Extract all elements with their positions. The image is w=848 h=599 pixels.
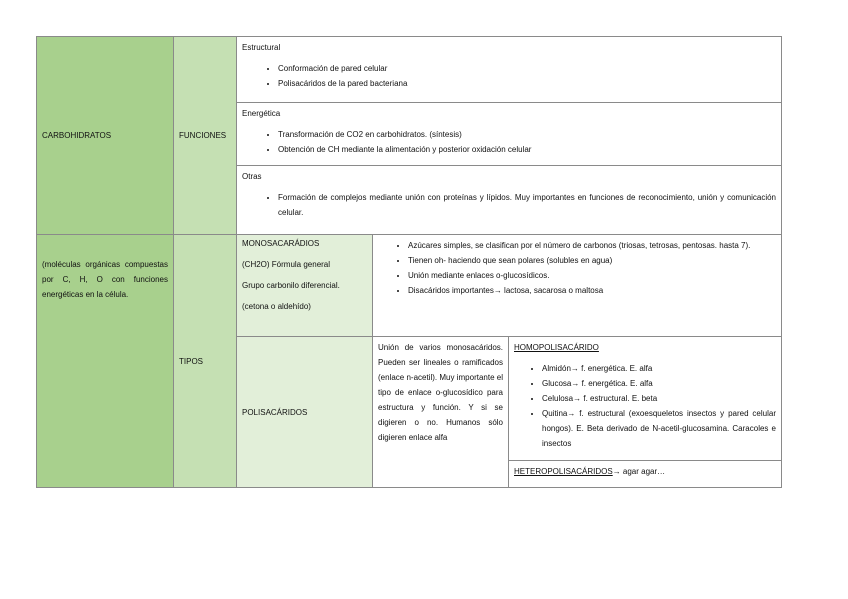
energetica-cell (236, 102, 782, 166)
carbohidratos-title: CARBOHIDRATOS (42, 131, 112, 140)
carbohidratos-title-cell (36, 36, 174, 235)
monosacaridos-details-cell (372, 234, 782, 337)
tipos-label: TIPOS (179, 356, 204, 366)
otras-heading: Otras (242, 172, 262, 181)
monosacaridos-line: (cetona o aldehído) (242, 302, 311, 311)
funciones-label: FUNCIONES (179, 131, 227, 140)
heteropolisacarido-cell (508, 460, 782, 488)
carbohidratos-description: (moléculas orgánicas compuestas por C, H, O con funciones energéticas en la célula. (42, 260, 168, 299)
polisacaridos-label-cell (236, 336, 373, 488)
list-item: • Unión mediante enlaces o-glucosídicos. (408, 268, 776, 283)
list-item: • Glucosa→ f. energética. E. alfa (542, 376, 776, 391)
estructural-cell (236, 36, 782, 103)
list-item: • Conformación de pared celular (278, 61, 776, 76)
polisacaridos-label: POLISACÁRIDOS (242, 407, 308, 417)
homopolisacarido-heading: HOMOPOLISACÁRIDO (514, 343, 599, 352)
list-item: • Celulosa→ f. estructural. E. beta (542, 391, 776, 406)
monosacaridos-line: (CH2O) Fórmula general (242, 260, 331, 269)
estructural-heading: Estructural (242, 43, 281, 52)
tipos-label-cell (173, 234, 237, 488)
list-item: • Transformación de CO2 en carbohidratos. (síntesis) (278, 127, 776, 142)
polisacaridos-description-cell (372, 336, 509, 488)
list-item: • Azúcares simples, se clasifican por el número de carbonos (triosas, tetrosas, pentosas. hasta 7). (408, 238, 776, 253)
monosacaridos-line: Grupo carbonilo diferencial. (242, 281, 340, 290)
homopolisacarido-cell (508, 336, 782, 461)
monosacaridos-label: MONOSACARÁDIOS (242, 239, 320, 248)
heteropolisacarido-heading: HETEROPOLISACÁRIDOS (514, 467, 613, 476)
heteropolisacarido-text: → agar agar… (612, 467, 666, 476)
list-item: • Quitina→ f. estructural (exoesqueletos insectos y pared celular hongos). E. Beta derivado de N-acetil-glucosamina. Caracoles e insectos (542, 406, 776, 451)
list-item: • Formación de complejos mediante unión con proteínas y lípidos. Muy importantes en funciones de reconocimiento, unión y comunicación celular. (278, 190, 776, 220)
carbohidratos-description-cell (36, 234, 174, 488)
monosacaridos-label-cell (236, 234, 373, 337)
list-item: • Obtención de CH mediante la alimentación y posterior oxidación celular (278, 142, 776, 157)
otras-cell (236, 165, 782, 235)
list-item: • Tienen oh- haciendo que sean polares (solubles en agua) (408, 253, 776, 268)
list-item: • Disacáridos importantes→ lactosa, sacarosa o maltosa (408, 283, 776, 298)
list-item: • Almidón→ f. energética. E. alfa (542, 361, 776, 376)
polisacaridos-description: Unión de varios monosacáridos. Pueden ser lineales o ramificados (enlace n-acetil). Muy importante el tipo de enlace o-glucosídico para estructura y función. Y si se digieren o no. Humanos sólo digieren enlace alfa (378, 343, 503, 442)
energetica-heading: Energética (242, 109, 281, 118)
funciones-label-cell (173, 36, 237, 235)
list-item: • Polisacáridos de la pared bacteriana (278, 76, 776, 91)
